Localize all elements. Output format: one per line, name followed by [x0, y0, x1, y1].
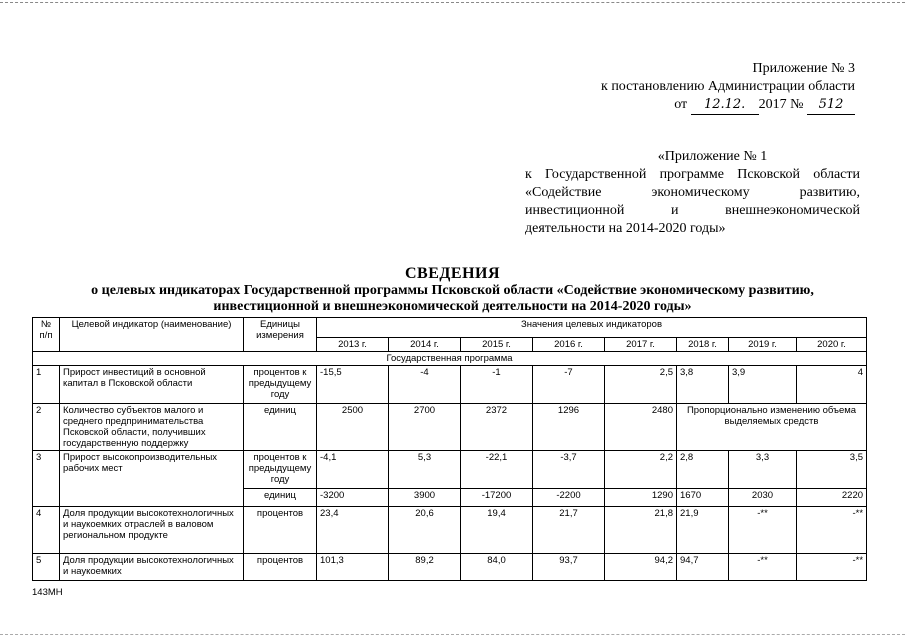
- cell-value: 3,9: [729, 366, 797, 404]
- year-header: 2019 г.: [729, 338, 797, 352]
- cell-value: 21,8: [605, 507, 677, 554]
- cell-value: 2,8: [677, 451, 729, 489]
- appendix-program-line: «Содействие экономическому развитию,: [525, 185, 860, 200]
- cell-value: 2372: [461, 404, 533, 451]
- year-text: 2017 №: [758, 97, 804, 112]
- row-unit: процентов: [244, 507, 317, 554]
- title-main: СВЕДЕНИЯ: [404, 265, 501, 282]
- row-unit: процентов: [244, 554, 317, 581]
- cell-value: -**: [797, 507, 867, 554]
- cell-value: 2500: [317, 404, 389, 451]
- cell-value: -7: [533, 366, 605, 404]
- cell-value: -4: [389, 366, 461, 404]
- year-header: 2020 г.: [797, 338, 867, 352]
- appendix-resolution: к постановлению Администрации области: [601, 79, 855, 94]
- cell-value: 94,2: [605, 554, 677, 581]
- merged-cell: Пропорционально изменению объема выделяемых средств: [677, 404, 867, 451]
- cell-value: 2220: [797, 489, 867, 507]
- appendix-program-title: «Приложение № 1: [657, 149, 768, 164]
- appendix-program-header: [525, 148, 860, 238]
- row-num: 3: [33, 451, 60, 507]
- page-edge-bottom: [0, 634, 905, 635]
- cell-value: -**: [797, 554, 867, 581]
- cell-value: 3,8: [677, 366, 729, 404]
- row-num: 5: [33, 554, 60, 581]
- appendix-program-line: деятельности на 2014-2020 годы»: [525, 221, 726, 236]
- cell-value: 5,3: [389, 451, 461, 489]
- cell-value: 2480: [605, 404, 677, 451]
- header-values: Значения целевых индикаторов: [317, 318, 867, 338]
- cell-value: 4: [797, 366, 867, 404]
- row-unit: процентов к предыдущему году: [244, 366, 317, 404]
- page-edge-top: [0, 2, 905, 3]
- handwritten-date: 12.12.: [691, 96, 759, 115]
- cell-value: -2200: [533, 489, 605, 507]
- cell-value: -15,5: [317, 366, 389, 404]
- footer-code: 143МН: [32, 587, 63, 598]
- row-indicator: Прирост высокопроизводительных рабочих мест: [60, 451, 244, 507]
- row-num: 1: [33, 366, 60, 404]
- cell-value: 19,4: [461, 507, 533, 554]
- cell-value: 1670: [677, 489, 729, 507]
- row-indicator: Доля продукции высокотехнологичных и наукоемких отраслей в валовом региональном продукте: [60, 507, 244, 554]
- cell-value: 2,5: [605, 366, 677, 404]
- title-line: о целевых индикаторах Государственной программы Псковской области «Содействие экономическому развитию,: [91, 283, 814, 298]
- cell-value: 1296: [533, 404, 605, 451]
- section-row: Государственная программа: [33, 352, 867, 366]
- date-prefix: от: [674, 97, 688, 112]
- cell-value: 21,7: [533, 507, 605, 554]
- cell-value: 94,7: [677, 554, 729, 581]
- appendix-header: [560, 60, 855, 115]
- header-units: Единицы измерения: [244, 318, 317, 352]
- year-header: 2017 г.: [605, 338, 677, 352]
- appendix-date-line: [560, 96, 855, 115]
- row-indicator: Доля продукции высокотехнологичных и наукоемких: [60, 554, 244, 581]
- cell-value: 23,4: [317, 507, 389, 554]
- cell-value: 3,3: [729, 451, 797, 489]
- title-line: инвестиционной и внешнеэкономической деятельности на 2014-2020 годы»: [213, 299, 692, 314]
- cell-value: 101,3: [317, 554, 389, 581]
- cell-value: -4,1: [317, 451, 389, 489]
- cell-value: -1: [461, 366, 533, 404]
- cell-value: -22,1: [461, 451, 533, 489]
- cell-value: 89,2: [389, 554, 461, 581]
- appendix-number: Приложение № 3: [752, 61, 855, 76]
- appendix-program-line: к Государственной программе Псковской области: [525, 167, 860, 182]
- row-num: 2: [33, 404, 60, 451]
- cell-value: 2030: [729, 489, 797, 507]
- cell-value: -3200: [317, 489, 389, 507]
- row-unit: процентов к предыдущему году: [244, 451, 317, 489]
- year-header: 2013 г.: [317, 338, 389, 352]
- cell-value: 3900: [389, 489, 461, 507]
- cell-value: 2,2: [605, 451, 677, 489]
- cell-value: 1290: [605, 489, 677, 507]
- cell-value: 84,0: [461, 554, 533, 581]
- row-indicator: Прирост инвестиций в основной капитал в Псковской области: [60, 366, 244, 404]
- cell-value: -**: [729, 554, 797, 581]
- year-header: 2015 г.: [461, 338, 533, 352]
- cell-value: 20,6: [389, 507, 461, 554]
- header-indicator: Целевой индикатор (наименование): [60, 318, 244, 352]
- year-header: 2018 г.: [677, 338, 729, 352]
- year-header: 2014 г.: [389, 338, 461, 352]
- handwritten-number: 512: [807, 96, 855, 115]
- cell-value: 21,9: [677, 507, 729, 554]
- row-unit: единиц: [244, 404, 317, 451]
- year-header: 2016 г.: [533, 338, 605, 352]
- cell-value: -3,7: [533, 451, 605, 489]
- cell-value: 3,5: [797, 451, 867, 489]
- row-indicator: Количество субъектов малого и среднего предпринимательства Псковской области, получивших государственную поддержку: [60, 404, 244, 451]
- document-title: [40, 265, 865, 315]
- cell-value: 2700: [389, 404, 461, 451]
- header-num: № п/п: [33, 318, 60, 352]
- cell-value: -17200: [461, 489, 533, 507]
- row-unit: единиц: [244, 489, 317, 507]
- indicators-table: [32, 317, 867, 581]
- row-num: 4: [33, 507, 60, 554]
- appendix-program-line: инвестиционной и внешнеэкономической: [525, 203, 860, 218]
- cell-value: -**: [729, 507, 797, 554]
- cell-value: 93,7: [533, 554, 605, 581]
